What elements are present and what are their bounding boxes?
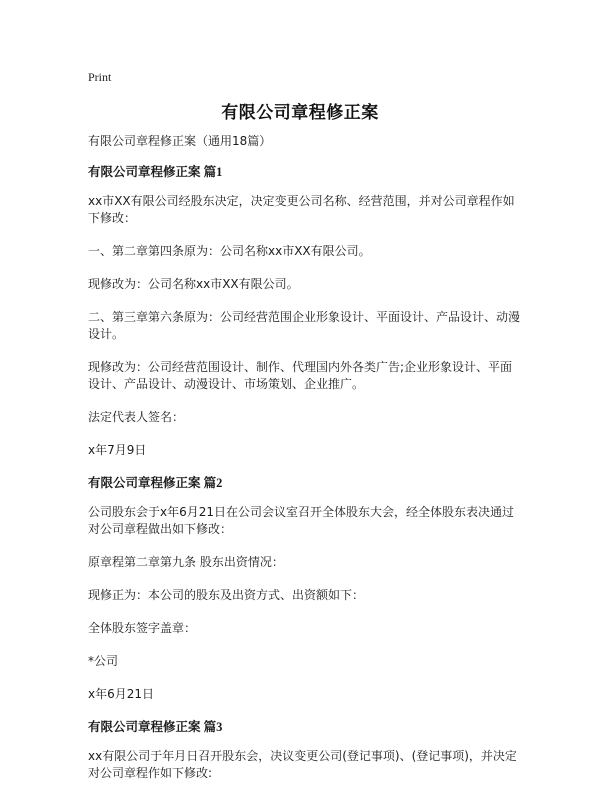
paragraph: 现修正为：本公司的股东及出资方式、出资额如下： bbox=[88, 588, 365, 602]
document-body bbox=[88, 133, 520, 798]
paragraph: xx有限公司于年月日召开股东会，决议变更公司(登记事项)、(登记事项)，并决定对公司章程作如下修改: bbox=[88, 749, 517, 780]
paragraph: x年6月21日 bbox=[88, 687, 155, 701]
section-heading-1: 有限公司章程修正案 篇1 bbox=[88, 165, 223, 179]
paragraph: 法定代表人签名： bbox=[88, 410, 185, 424]
paragraph: 全体股东签字盖章： bbox=[88, 621, 197, 635]
section-heading-2: 有限公司章程修正案 篇2 bbox=[88, 476, 223, 490]
paragraph: 原章程第二章第九条 股东出资情况： bbox=[88, 555, 284, 569]
paragraph: x年7月9日 bbox=[88, 443, 147, 457]
paragraph: xx市XX有限公司经股东决定，决定变更公司名称、经营范围，并对公司章程作如下修改： bbox=[88, 194, 515, 225]
section-heading-3: 有限公司章程修正案 篇3 bbox=[88, 720, 223, 734]
paragraph: *公司 bbox=[88, 654, 119, 668]
document-title: 有限公司章程修正案 bbox=[221, 103, 379, 123]
paragraph: 现修改为：公司名称xx市XX有限公司。 bbox=[88, 277, 299, 291]
document-subtitle: 有限公司章程修正案（通用18篇） bbox=[88, 134, 272, 148]
paragraph: 一、第二章第四条原为：公司名称xx市XX有限公司。 bbox=[88, 244, 371, 258]
print-link[interactable]: Print bbox=[88, 70, 112, 84]
paragraph: 现修改为：公司经营范围设计、制作、代理国内外各类广告;企业形象设计、平面设计、产品设计、动漫设计、市场策划、企业推广。 bbox=[88, 360, 513, 391]
paragraph: 公司股东会于x年6月21日在公司会议室召开全体股东大会，经全体股东表决通过对公司章程做出如下修改： bbox=[88, 505, 515, 536]
paragraph: 二、第三章第六条原为：公司经营范围企业形象设计、平面设计、产品设计、动漫设计。 bbox=[88, 310, 521, 341]
